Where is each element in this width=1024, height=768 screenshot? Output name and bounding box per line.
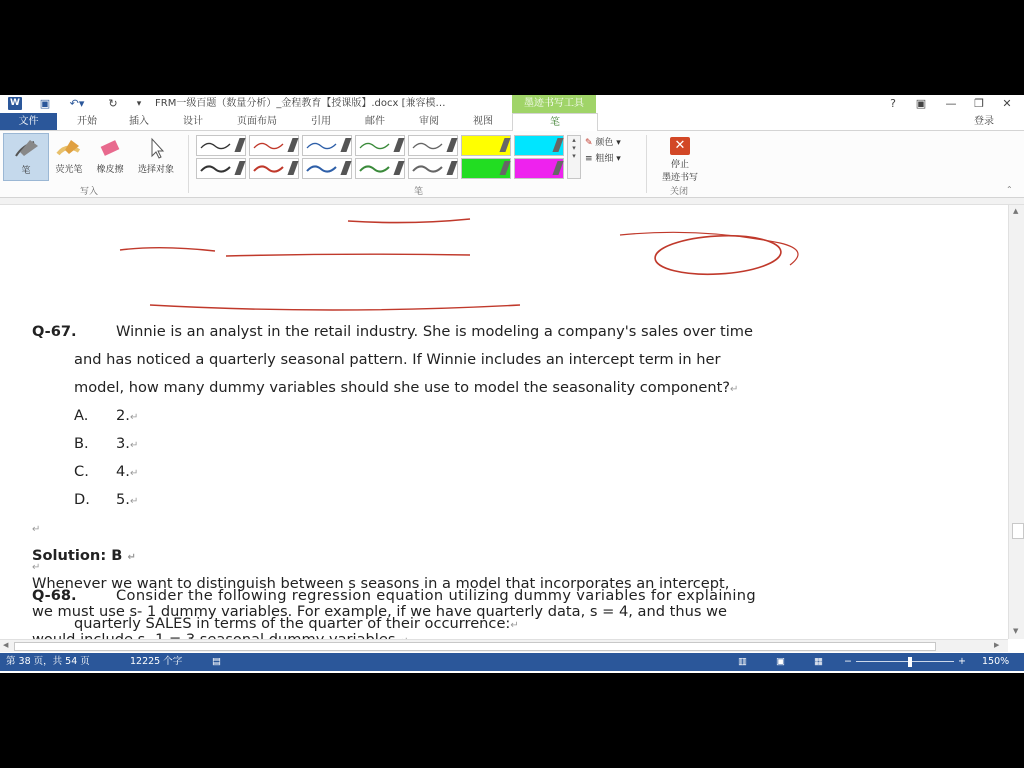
scroll-down-icon[interactable]: ▼	[1013, 627, 1019, 635]
tab-home[interactable]: 开始	[77, 116, 97, 127]
pen-gallery	[196, 135, 564, 179]
pen-stroke-icon	[253, 139, 289, 152]
proofing-icon[interactable]: ▤	[212, 656, 221, 667]
title-bar	[0, 95, 1024, 113]
highlighter-swatch[interactable]	[461, 158, 511, 179]
question-text: Winnie is an analyst in the retail industry. She is modeling a company's sales over time	[116, 323, 753, 340]
pen-tip-icon	[446, 161, 457, 175]
tab-view[interactable]: 视图	[473, 116, 493, 127]
option-c-value	[116, 463, 138, 483]
group-label-write: 写入	[80, 187, 99, 197]
option-b-letter: B.	[74, 435, 89, 452]
pen-thickness-dropdown[interactable]: ≡ 粗细 ▾	[585, 154, 621, 164]
solution-label	[32, 547, 136, 567]
question-text-line2: quarterly SALES in terms of the quarter of their occurrence:	[74, 615, 511, 632]
question-label: Q-67.	[32, 323, 77, 340]
thickness-icon: ≡	[585, 154, 593, 164]
pen-tip-icon	[393, 138, 404, 152]
option-value: 2.	[116, 407, 130, 424]
zoom-level[interactable]: 150%	[982, 656, 1010, 667]
option-d-value	[116, 491, 138, 511]
question-text: Consider the following regression equation utilizing dummy variables for explaining	[116, 587, 757, 604]
pen-tip-icon	[340, 138, 351, 152]
pen-tip-icon	[340, 161, 351, 175]
web-layout-icon[interactable]: ▦	[814, 656, 823, 667]
cursor-arrow-icon	[142, 137, 170, 159]
undo-icon[interactable]: ↶▾	[69, 97, 85, 110]
option-value: 3.	[116, 435, 130, 452]
pen-tip-icon	[287, 161, 298, 175]
document-area[interactable]	[0, 205, 1008, 639]
paragraph-mark: ↵	[32, 524, 41, 535]
read-mode-icon[interactable]: ▥	[738, 656, 747, 667]
question-text: and has noticed a quarterly seasonal pattern. If Winnie includes an intercept term in her	[74, 351, 721, 368]
pen-stroke-icon	[412, 139, 448, 152]
status-bar	[0, 653, 1024, 671]
pen-swatch[interactable]	[196, 135, 246, 156]
ribbon-display-options-icon[interactable]: ▣	[915, 97, 927, 110]
word-window	[0, 95, 1024, 673]
highlighter-swatch[interactable]	[514, 135, 564, 156]
highlighter-tool-button[interactable]	[47, 133, 91, 179]
paragraph-mark: ↵	[127, 552, 136, 563]
tab-page-layout[interactable]: 页面布局	[237, 116, 277, 127]
save-icon[interactable]: ▣	[39, 97, 51, 110]
pen-tip-icon	[499, 161, 510, 175]
pen-swatch[interactable]	[355, 135, 405, 156]
tab-design[interactable]: 设计	[183, 116, 203, 127]
minimize-button[interactable]: —	[945, 97, 957, 110]
scroll-right-icon[interactable]: ▶	[994, 641, 1000, 649]
horizontal-scroll-thumb[interactable]	[14, 642, 936, 651]
eraser-tool-button[interactable]	[88, 133, 132, 179]
word-count[interactable]: 12225 个字	[130, 656, 183, 667]
select-objects-label: 选择对象	[137, 165, 174, 175]
word-app-icon: W	[8, 97, 22, 110]
zoom-slider[interactable]	[856, 661, 954, 662]
pen-stroke-icon	[306, 139, 342, 152]
solution-text: we must use s- 1 dummy variables. For example, if we have quarterly data, s = 4, and thus we	[32, 603, 728, 620]
pen-color-label: 颜色	[595, 138, 614, 148]
collapse-ribbon-icon[interactable]: ⌃	[1006, 185, 1013, 194]
highlighter-swatch[interactable]	[461, 135, 511, 156]
ink-tools-context-tab: 墨迹书写工具	[512, 95, 596, 113]
tab-mailings[interactable]: 邮件	[365, 116, 385, 127]
horizontal-scrollbar[interactable]	[0, 639, 1008, 652]
solution-text: Whenever we want to distinguish between s seasons in a model that incorporates an intercept,	[32, 575, 730, 592]
select-objects-button[interactable]	[131, 133, 181, 179]
tab-insert[interactable]: 插入	[129, 116, 149, 127]
ruler	[0, 198, 1024, 205]
stop-inking-label-line2: 墨迹书写	[661, 173, 698, 183]
pen-gallery-scroll[interactable]: ▴ ▾ ▾	[567, 135, 581, 179]
ribbon-tabs	[0, 113, 1024, 131]
option-b-value	[116, 435, 138, 455]
ribbon	[0, 131, 1024, 198]
zoom-out-icon[interactable]: −	[844, 656, 852, 667]
pen-tool-button[interactable]	[3, 133, 49, 181]
pen-stroke-icon	[200, 162, 236, 175]
pen-stroke-icon	[359, 139, 395, 152]
group-label-close: 关闭	[670, 187, 689, 197]
pen-tip-icon	[499, 138, 510, 152]
paragraph-mark: ↵	[129, 440, 139, 451]
option-a-letter: A.	[74, 407, 89, 424]
page-count[interactable]: 第 38 页，共 54 页	[6, 656, 90, 667]
pen-swatch[interactable]	[408, 135, 458, 156]
pen-stroke-icon	[306, 162, 342, 175]
zoom-slider-thumb[interactable]	[908, 657, 912, 667]
highlighter-swatch[interactable]	[514, 158, 564, 179]
paragraph-mark: ↵	[129, 468, 139, 479]
pen-tip-icon	[393, 161, 404, 175]
pen-color-icon: ✎	[585, 138, 593, 148]
pen-swatch[interactable]	[408, 158, 458, 179]
group-label-pens: 笔	[414, 187, 424, 197]
option-value: 5.	[116, 491, 130, 508]
stop-inking-label-line1: 停止	[670, 160, 689, 170]
option-a-value	[116, 407, 138, 427]
pen-swatch[interactable]	[355, 158, 405, 179]
eraser-tool-label: 橡皮擦	[96, 165, 124, 175]
scroll-up-icon[interactable]: ▲	[1013, 207, 1019, 215]
pen-swatch[interactable]	[302, 135, 352, 156]
scroll-left-icon[interactable]: ◀	[3, 641, 9, 649]
option-d-letter: D.	[74, 491, 90, 508]
pen-stroke-icon	[359, 162, 395, 175]
vertical-scrollbar[interactable]	[1008, 205, 1024, 639]
pen-stroke-icon	[253, 162, 289, 175]
pen-stroke-icon	[412, 162, 448, 175]
pen-tip-icon	[234, 161, 245, 175]
close-button[interactable]: ✕	[1002, 97, 1012, 110]
pen-tool-label: 笔	[21, 166, 31, 176]
ribbon-divider	[188, 135, 189, 193]
paragraph-mark: ↵	[129, 496, 139, 507]
option-value: 4.	[116, 463, 130, 480]
ink-annotations	[0, 205, 1008, 639]
pen-swatch[interactable]	[196, 158, 246, 179]
highlighter-icon	[55, 137, 83, 159]
pen-tip-icon	[234, 138, 245, 152]
pen-color-dropdown[interactable]: ✎ 颜色 ▾	[585, 138, 621, 148]
pen-tip-icon	[552, 138, 563, 152]
customize-quick-access-icon[interactable]: ▾	[136, 99, 142, 109]
pen-swatch[interactable]	[249, 135, 299, 156]
pen-swatch[interactable]	[302, 158, 352, 179]
pen-tip-icon	[446, 138, 457, 152]
tab-review[interactable]: 审阅	[419, 116, 439, 127]
close-x-icon: ✕	[670, 137, 690, 155]
sign-in-link[interactable]: 登录	[974, 116, 994, 127]
paragraph-mark: ↵	[129, 412, 139, 423]
option-c-letter: C.	[74, 463, 89, 480]
restore-button[interactable]: ❐	[974, 97, 984, 110]
eraser-icon	[96, 137, 124, 159]
help-button[interactable]: ?	[890, 97, 896, 110]
pen-tip-icon	[287, 138, 298, 152]
solution-label-text: Solution: B	[32, 547, 123, 564]
pen-thickness-label: 粗细	[595, 154, 614, 164]
redo-icon[interactable]: ↻	[108, 97, 118, 110]
vertical-scroll-thumb[interactable]	[1012, 523, 1024, 539]
tab-file[interactable]: 文件	[0, 113, 57, 130]
pen-swatch[interactable]	[249, 158, 299, 179]
paragraph-mark: ↵	[730, 384, 739, 395]
stop-inking-button[interactable]	[652, 133, 708, 181]
question-text	[74, 379, 738, 399]
question-label: Q-68.	[32, 587, 77, 604]
zoom-in-icon[interactable]: +	[958, 656, 966, 667]
question-text-line3: model, how many dummy variables should she use to model the seasonality component?	[74, 379, 731, 396]
document-title: FRM一级百题（数量分析）_金程教育【授课版】.docx [兼容模…	[155, 98, 446, 109]
pen-stroke-icon	[200, 139, 236, 152]
pen-icon	[12, 138, 40, 160]
tab-pen[interactable]: 笔	[512, 113, 598, 131]
tab-references[interactable]: 引用	[311, 116, 331, 127]
highlighter-tool-label: 荧光笔	[55, 165, 83, 175]
paragraph-mark: ↵	[510, 620, 519, 631]
print-layout-icon[interactable]: ▣	[776, 656, 785, 667]
ribbon-divider	[646, 135, 647, 193]
paragraph-mark: ↵	[32, 562, 41, 573]
pen-tip-icon	[552, 161, 563, 175]
